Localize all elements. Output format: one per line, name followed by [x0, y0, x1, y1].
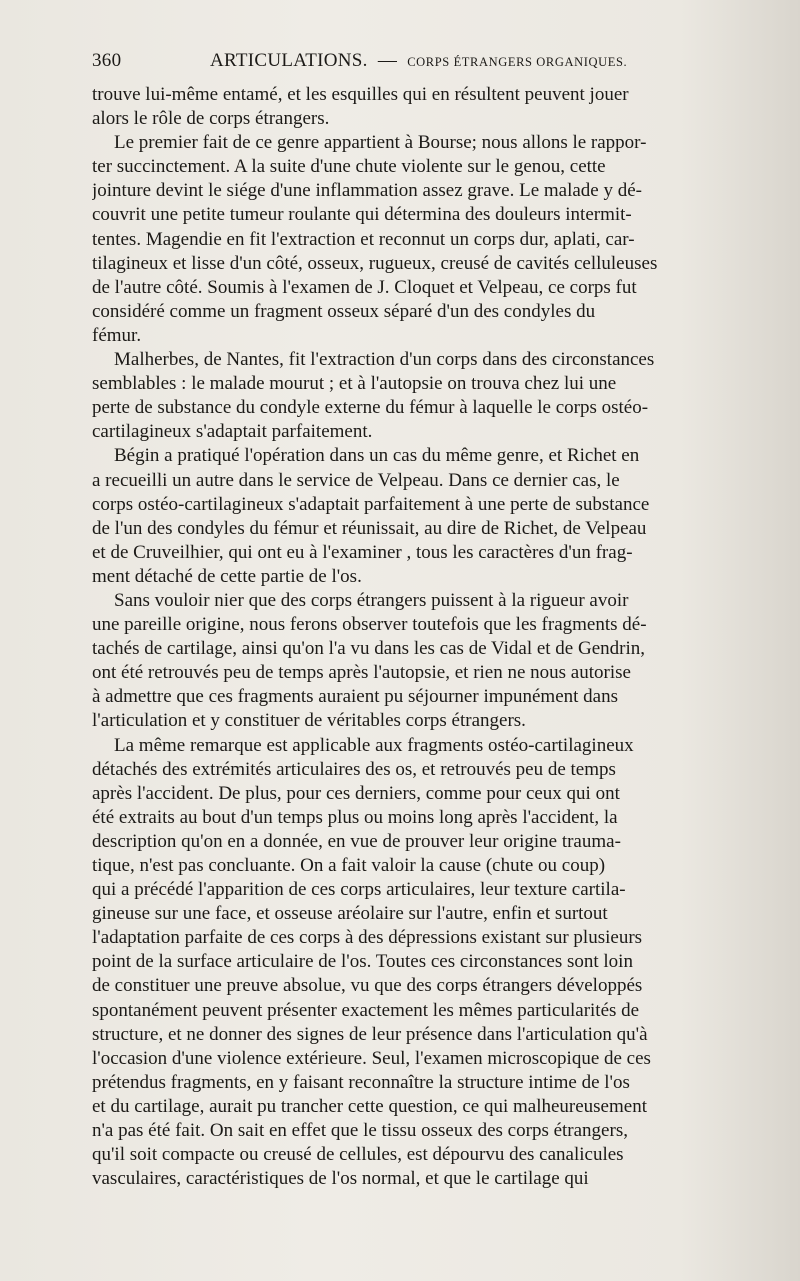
text-line: été extraits au bout d'un temps plus ou moins long après l'accident, la [92, 806, 618, 828]
text-line: cartilagineux s'adaptait parfaitement. [92, 421, 373, 443]
text-line: alors le rôle de corps étrangers. [92, 108, 330, 130]
text-line: vasculaires, caractéristiques de l'os normal, et que le cartilage qui [92, 1168, 589, 1190]
text-line: Bégin a pratiqué l'opération dans un cas du même genre, et Richet en [114, 445, 640, 467]
text-line: ont été retrouvés peu de temps après l'autopsie, et rien ne nous autorise [92, 662, 631, 684]
text-line: l'adaptation parfaite de ces corps à des dépressions existant sur plusieurs [92, 927, 643, 949]
text-line: perte de substance du condyle externe du fémur à laquelle le corps ostéo- [92, 397, 649, 419]
text-line: tilagineux et lisse d'un côté, osseux, rugueux, creusé de cavités celluleuses [92, 252, 658, 274]
text-line: de constituer une preuve absolue, vu que des corps étrangers développés [92, 975, 643, 997]
running-title [210, 50, 627, 72]
running-header [92, 50, 737, 76]
text-line: Sans vouloir nier que des corps étrangers puissent à la rigueur avoir [114, 589, 629, 611]
text-line: détachés des extrémités articulaires des os, et retrouvés peu de temps [92, 758, 616, 780]
text-line: à admettre que ces fragments auraient pu séjourner impunément dans [92, 686, 618, 708]
text-line: et de Cruveilhier, qui ont eu à l'examiner , tous les caractères d'un frag- [92, 541, 633, 563]
text-line: fémur. [92, 324, 142, 346]
text-line: Malherbes, de Nantes, fit l'extraction d'un corps dans des circonstances [114, 349, 655, 371]
text-line: description qu'on en a donnée, en vue de prouver leur origine trauma- [92, 830, 621, 852]
text-line: tachés de cartilage, ainsi qu'on l'a vu dans les cas de Vidal et de Gendrin, [92, 638, 646, 660]
text-line: tentes. Magendie en fit l'extraction et reconnut un corps dur, aplati, car- [92, 228, 635, 250]
text-line: qu'il soit compacte ou creusé de cellules, est dépourvu des canalicules [92, 1144, 624, 1166]
text-line: prétendus fragments, en y faisant reconnaître la structure intime de l'os [92, 1071, 630, 1093]
text-line: n'a pas été fait. On sait en effet que le tissu osseux des corps étrangers, [92, 1120, 628, 1142]
text-line: l'occasion d'une violence extérieure. Seul, l'examen microscopique de ces [92, 1047, 651, 1069]
section-title: CORPS ÉTRANGERS ORGANIQUES. [407, 55, 628, 69]
text-line: ment détaché de cette partie de l'os. [92, 565, 362, 587]
text-line: de l'un des condyles du fémur et réunissait, au dire de Richet, de Velpeau [92, 517, 647, 539]
text-line: corps ostéo-cartilagineux s'adaptait parfaitement à une perte de substance [92, 493, 650, 515]
chapter-title: ARTICULATIONS. [210, 50, 368, 71]
text-line: semblables : le malade mourut ; et à l'autopsie on trouva chez lui une [92, 373, 617, 395]
text-line: et du cartilage, aurait pu trancher cette question, ce qui malheureusement [92, 1095, 647, 1117]
text-line: Le premier fait de ce genre appartient à Bourse; nous allons le rappor- [114, 132, 647, 154]
text-line: l'articulation et y constituer de véritables corps étrangers. [92, 710, 526, 732]
text-line: ter succinctement. A la suite d'une chute violente sur le genou, cette [92, 156, 606, 178]
text-line: considéré comme un fragment osseux séparé d'un des condyles du [92, 300, 596, 322]
body-text [92, 83, 737, 1191]
text-line: La même remarque est applicable aux fragments ostéo-cartilagineux [114, 734, 634, 756]
text-line: spontanément peuvent présenter exactement les mêmes particularités de [92, 999, 640, 1021]
text-line: trouve lui-même entamé, et les esquilles qui en résultent peuvent jouer [92, 84, 629, 105]
text-line: structure, et ne donner des signes de leur présence dans l'articulation qu'à [92, 1023, 648, 1045]
text-line: une pareille origine, nous ferons observer toutefois que les fragments dé- [92, 614, 647, 636]
text-line: point de la surface articulaire de l'os. Toutes ces circonstances sont loin [92, 951, 633, 973]
text-line: tique, n'est pas concluante. On a fait valoir la cause (chute ou coup) [92, 855, 606, 876]
text-line: gineuse sur une face, et osseuse aréolaire sur l'autre, enfin et surtout [92, 903, 608, 925]
text-line: de l'autre côté. Soumis à l'examen de J. Cloquet et Velpeau, ce corps fut [92, 276, 637, 298]
text-line: jointure devint le siége d'une inflammation assez grave. Le malade y dé- [92, 180, 642, 202]
text-line: a recueilli un autre dans le service de Velpeau. Dans ce dernier cas, le [92, 469, 620, 491]
text-line: qui a précédé l'apparition de ces corps articulaires, leur texture cartila- [92, 879, 626, 901]
text-line: après l'accident. De plus, pour ces derniers, comme pour ceux qui ont [92, 782, 620, 804]
text-line: couvrit une petite tumeur roulante qui détermina des douleurs intermit- [92, 204, 632, 226]
page-number: 360 [92, 50, 122, 71]
header-separator: — [377, 50, 398, 71]
